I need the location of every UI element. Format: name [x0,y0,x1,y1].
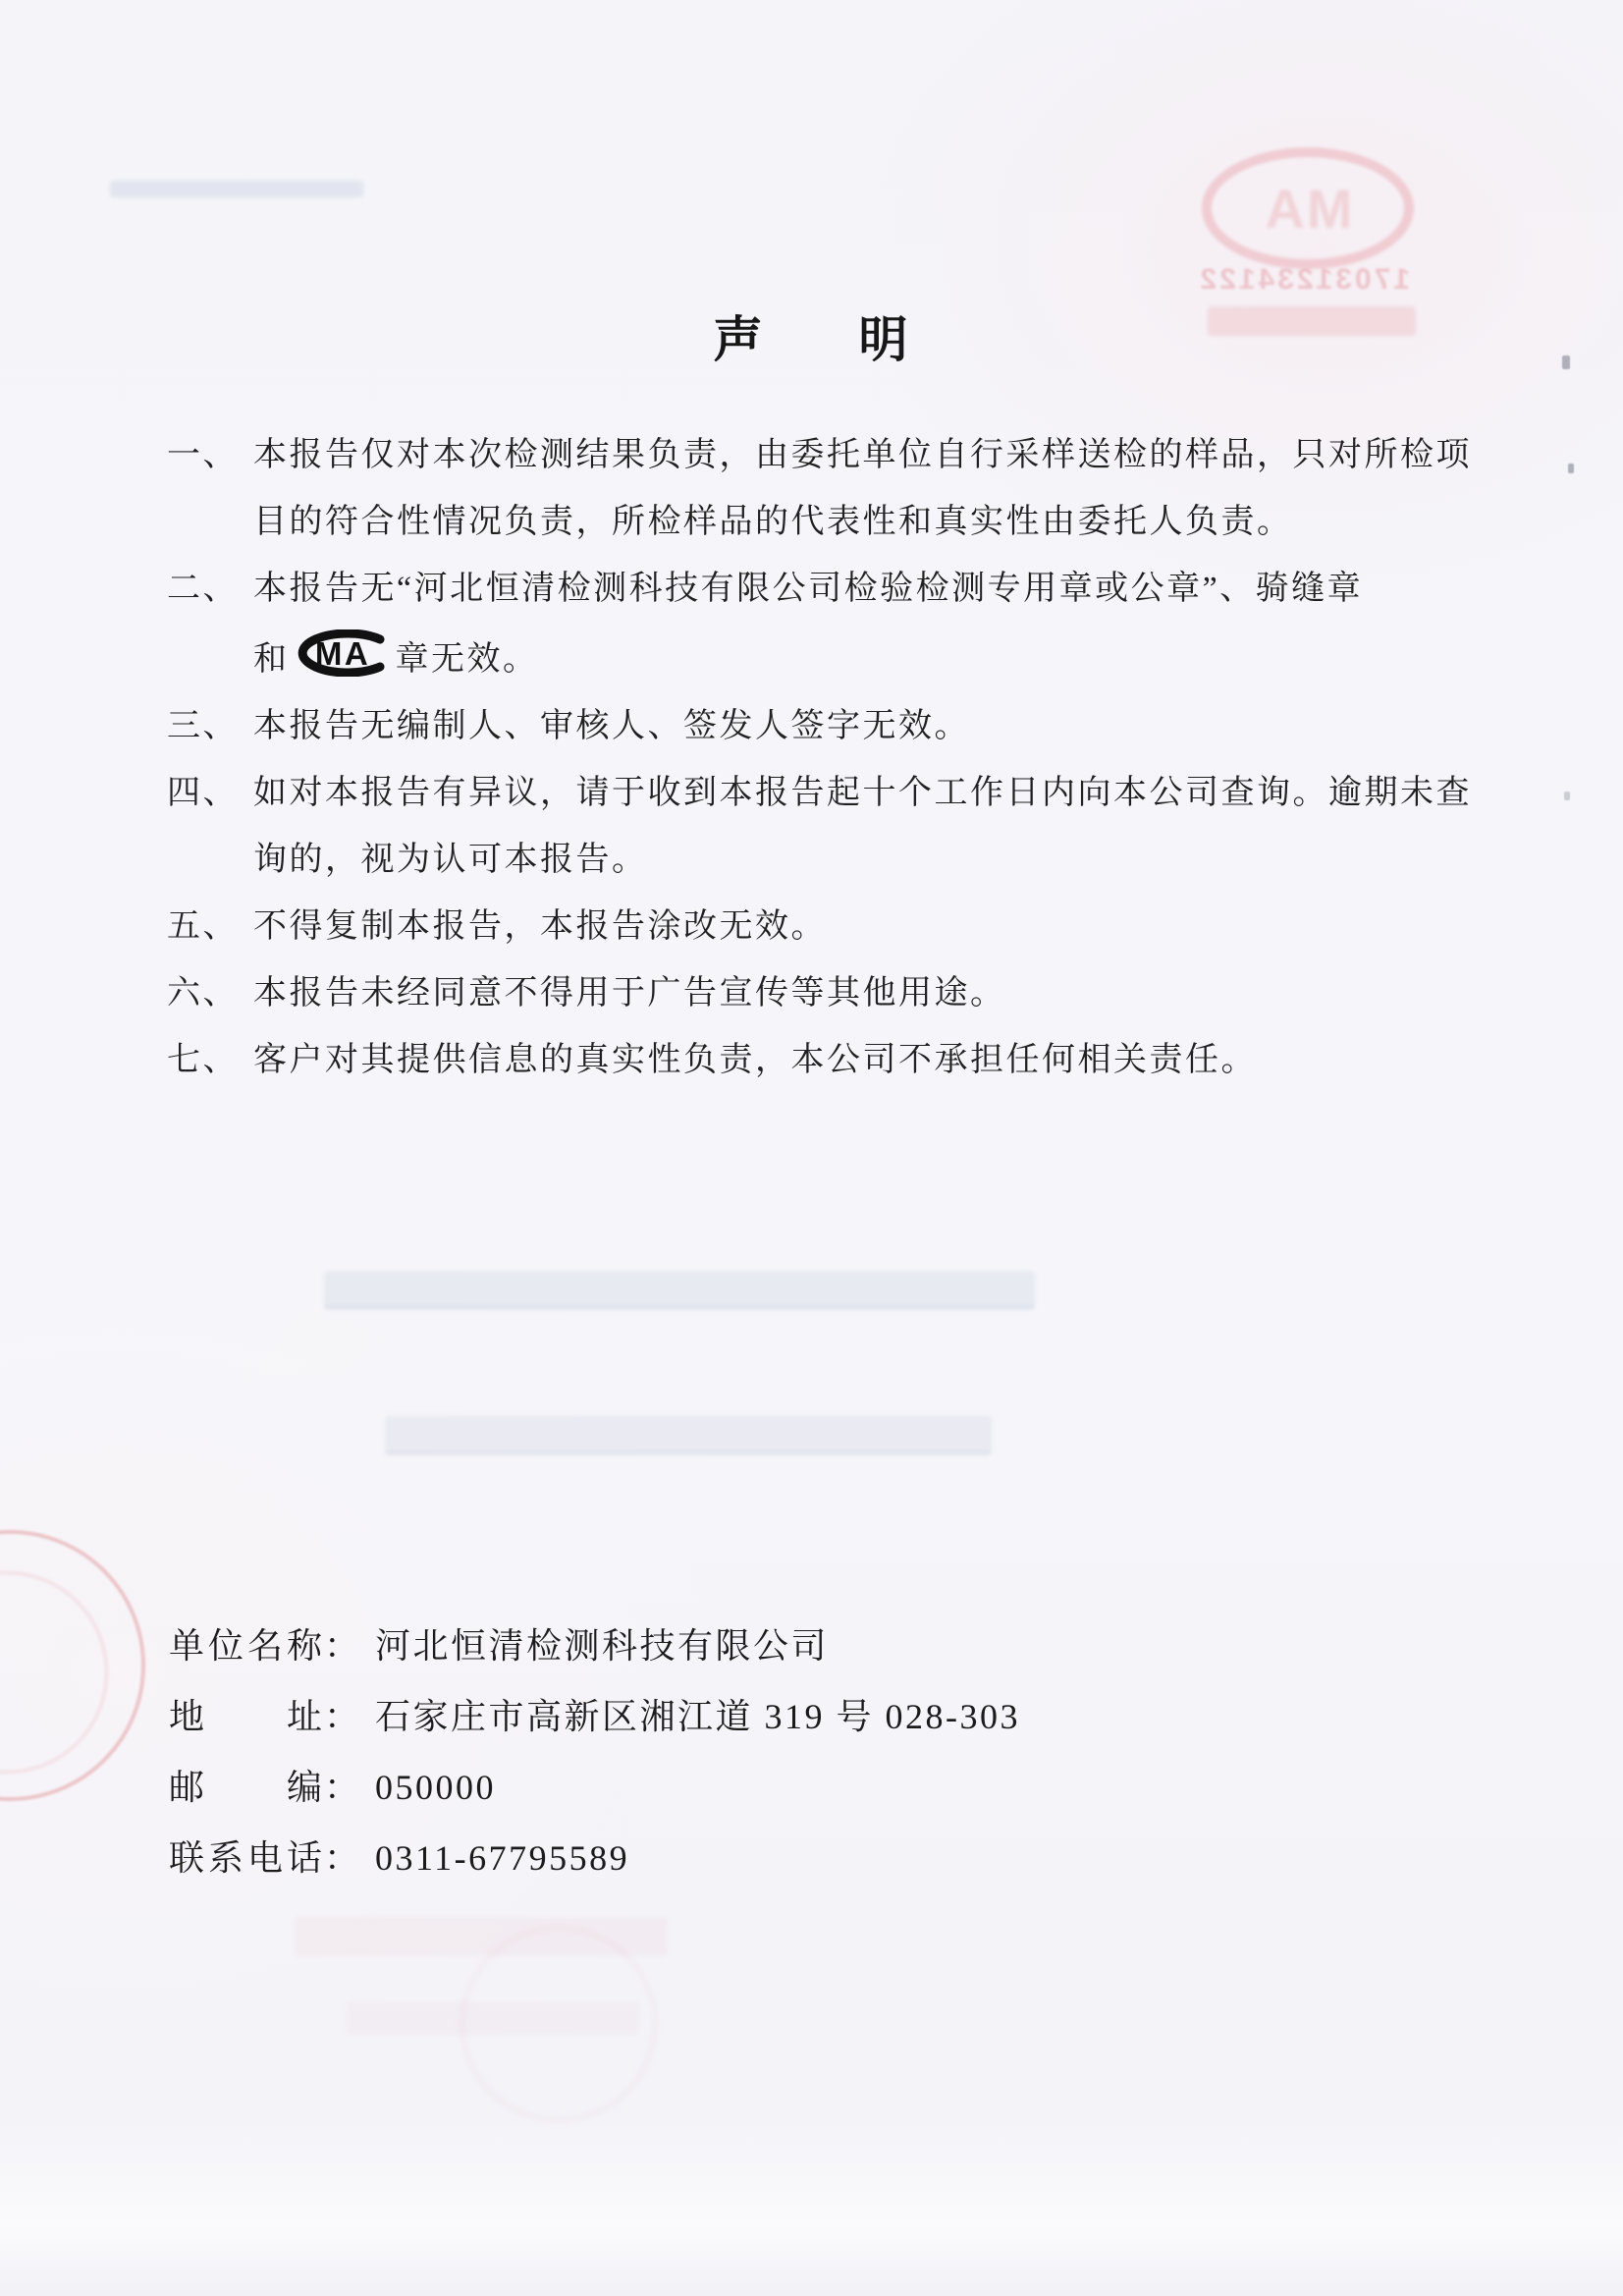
page-title-char-2: 明 [858,312,910,367]
statement-item-4 [167,760,1505,894]
contact-value: 050000 [375,1768,497,1807]
statement-item-3 [167,693,1505,760]
statement-item-1 [167,422,1505,556]
bleed-through-underlined-line-1 [324,1271,1035,1309]
statement-item-number: 二、 [167,571,239,607]
statement-item-number: 一、 [167,437,239,473]
bleed-through-red-company-text [295,1917,668,1956]
contact-value: 石家庄市高新区湘江道 319 号 028-303 [375,1697,1021,1736]
statement-item-2 [167,556,1505,693]
statement-item-number: 三、 [167,708,239,744]
statement-item-text: 如对本报告有异议，请于收到本报告起十个工作日内向本公司查询。逾期未查询的，视为认可本报告。 [253,775,1472,878]
statement-list [167,422,1505,1094]
cma-mark-icon [294,629,392,677]
contact-row-1 [169,1618,1623,1689]
contact-row-3 [169,1760,1623,1831]
statement-item-text: 本报告仅对本次检测结果负责，由委托单位自行采样送检的样品，只对所检项目的符合性情况负责，所检样品的代表性和真实性由委托人负责。 [253,437,1472,540]
scan-speck [1562,355,1570,369]
contact-row-2 [169,1689,1623,1760]
page-title [0,301,1623,371]
statement-item-text: 不得复制本报告，本报告涂改无效。 [253,908,827,945]
contact-label: 地 址 [169,1697,324,1736]
contact-label: 联 系 电 话 [169,1838,324,1878]
contact-colon: ： [324,1626,362,1666]
statement-item-5 [167,894,1505,960]
bleed-through-cma-stamp [1202,147,1414,269]
contact-value: 河北恒清检测科技有限公司 [375,1626,830,1666]
bleed-through-underlined-line-2 [385,1416,992,1454]
bleed-through-phone-digits: 17031234122 [1197,263,1410,296]
contact-colon: ： [324,1768,362,1807]
scan-speck [1564,792,1570,800]
statement-item-7 [167,1027,1505,1094]
statement-item-text: 客户对其提供信息的真实性负责，本公司不承担任何相关责任。 [253,1042,1257,1078]
contact-colon: ： [324,1697,362,1736]
bleed-through-stamp-arc-left-inner [0,1571,108,1774]
contact-label: 邮 编 [169,1768,324,1807]
statement-item-number: 四、 [167,775,239,811]
page-title-char-1: 声 [713,312,765,367]
contact-value: 0311-67795589 [375,1838,630,1878]
bleed-through-ma-text: MA [1263,177,1353,240]
scan-speck [1568,464,1574,473]
statement-item-text: 本报告无“河北恒清检测科技有限公司检验检测专用章或公章”、骑缝章 和 MA 章无效。 [253,571,1364,678]
statement-item-text: 本报告未经同意不得用于广告宣传等其他用途。 [253,975,1006,1011]
bleed-through-red-seal [460,1925,658,2123]
contact-block [169,1618,1623,1901]
bleed-through-red-date-text [346,2001,640,2035]
svg-text:MA: MA [314,635,370,672]
contact-label: 单 位 名 称 [169,1626,324,1666]
bleed-through-stamp-arc-left [0,1530,145,1801]
statement-item-6 [167,960,1505,1027]
contact-colon: ： [324,1838,362,1878]
bleed-through-text-top-left [110,181,363,197]
statement-item-number: 六、 [167,975,239,1011]
statement-item-number: 五、 [167,908,239,945]
statement-item-number: 七、 [167,1042,239,1078]
statement-item-text: 本报告无编制人、审核人、签发人签字无效。 [253,708,970,744]
contact-row-4 [169,1831,1623,1901]
